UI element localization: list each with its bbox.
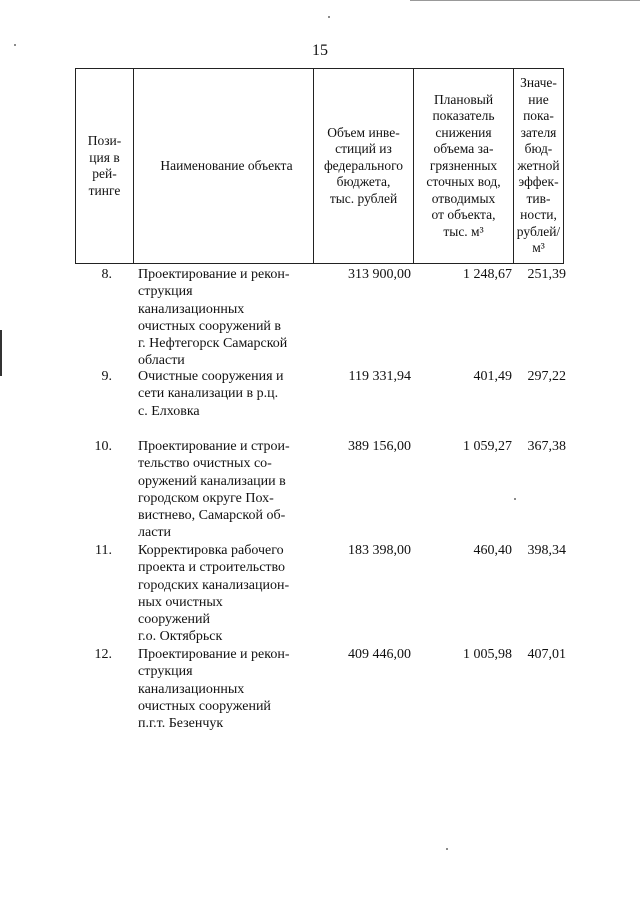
row-investment: 409 446,00 <box>348 647 411 662</box>
row-efficiency: 407,01 <box>527 647 566 662</box>
row-plan-volume: 1 248,67 <box>463 267 512 282</box>
row-investment: 183 398,00 <box>348 543 411 558</box>
header-investment: Объем инве- стиций из федерального бюджета, тыс. рублей <box>314 69 414 264</box>
row-investment: 119 331,94 <box>348 369 411 384</box>
scan-speck <box>514 498 516 500</box>
row-object-name: Проектирование и рекон- струкция канализационных очистных сооружений в г. Нефтегорск Самарской области <box>138 267 290 369</box>
page-number: 15 <box>312 42 328 59</box>
row-plan-volume: 1 059,27 <box>463 439 512 454</box>
scan-speck <box>328 16 330 18</box>
row-investment: 389 156,00 <box>348 439 411 454</box>
header-name: Наименование объекта <box>134 69 314 264</box>
header-plan: Плановый показатель снижения объема за- грязненных сточных вод, отводимых от объекта, тыс. м³ <box>414 69 514 264</box>
scan-speck <box>446 848 448 850</box>
row-position: 8. <box>101 267 112 282</box>
row-efficiency: 398,34 <box>527 543 566 558</box>
scan-margin-mark <box>0 330 2 376</box>
row-object-name: Проектирование и рекон- струкция канализационных очистных сооружений п.г.т. Безенчук <box>138 647 290 732</box>
row-efficiency: 297,22 <box>527 369 566 384</box>
row-position: 9. <box>101 369 112 384</box>
row-efficiency: 367,38 <box>527 439 566 454</box>
row-position: 10. <box>94 439 112 454</box>
row-object-name: Проектирование и строи- тельство очистных со- оружений канализации в городском округе Пох- вистнево, Самарской об- ласти <box>138 439 290 541</box>
row-plan-volume: 460,40 <box>473 543 512 558</box>
header-efficiency: Значе- ние пока- зателя бюд- жетной эффек- тив- ности, рублей/ м³ <box>514 69 564 264</box>
row-position: 12. <box>94 647 112 662</box>
header-position: Пози- ция в рей- тинге <box>76 69 134 264</box>
row-efficiency: 251,39 <box>527 267 566 282</box>
row-investment: 313 900,00 <box>348 267 411 282</box>
table-header <box>75 68 564 264</box>
row-plan-volume: 1 005,98 <box>463 647 512 662</box>
scan-edge-line <box>410 0 640 1</box>
row-object-name: Корректировка рабочего проекта и строительство городских канализацион- ных очистных сооружений г.о. Октябрьск <box>138 543 290 645</box>
row-object-name: Очистные сооружения и сети канализации в р.ц. с. Елховка <box>138 369 284 419</box>
row-position: 11. <box>95 543 112 558</box>
row-plan-volume: 401,49 <box>473 369 512 384</box>
